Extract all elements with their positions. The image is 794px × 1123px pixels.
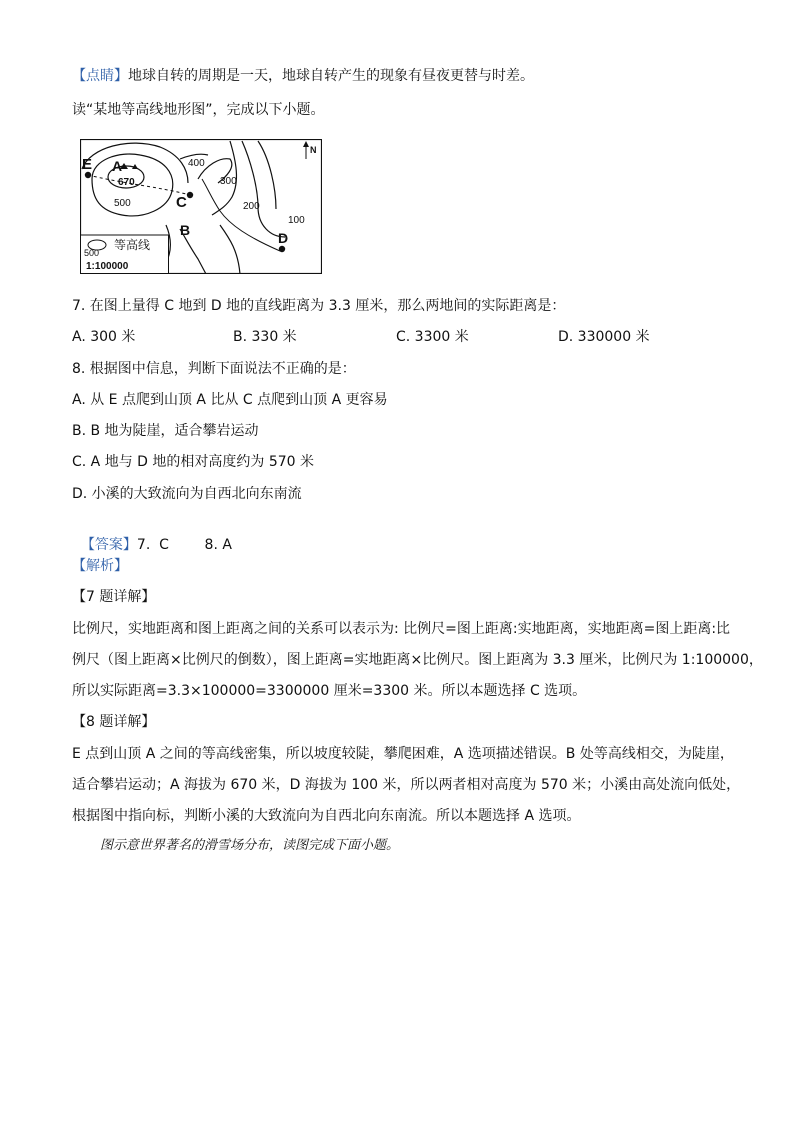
point-d (279, 246, 285, 252)
map-intro: 读“某地等高线地形图”，完成以下小题。 (72, 102, 325, 118)
answer-line (72, 515, 232, 555)
answer-tag: 【答案】 (80, 537, 137, 553)
contour-label-100: 100 (288, 215, 305, 226)
contour-map (80, 139, 322, 274)
label-d: D (278, 230, 289, 246)
label-a: A (112, 158, 123, 174)
q8-option-a: A. 从 E 点爬到山顶 A 比从 C 点爬到山顶 A 更容易 (72, 392, 388, 408)
q7-stem: 7. 在图上量得 C 地到 D 地的直线距离为 3.3 厘米，那么两地间的实际距离是： (72, 298, 566, 314)
label-670: 670 (118, 177, 135, 188)
contour-label-200: 200 (243, 201, 260, 212)
detail8-line-1: E 点到山顶 A 之间的等高线密集，所以坡度较陡，攀爬困难，A 选项描述错误。B 处等高线相交，为陡崖， (72, 746, 734, 762)
label-b: B (180, 222, 191, 238)
legend-value: 500 (84, 248, 100, 258)
next-intro: 图示意世界著名的滑雪场分布，读图完成下面小题。 (100, 838, 400, 853)
tip-line (72, 66, 534, 86)
q8-stem: 8. 根据图中信息，判断下面说法不正确的是： (72, 361, 356, 377)
contour-label-400: 400 (188, 158, 205, 169)
tip-text: 地球自转的周期是一天，地球自转产生的现象有昼夜更替与时差。 (128, 68, 534, 84)
legend (81, 235, 169, 274)
answer-text: 7. C 8. A (136, 537, 232, 553)
q7-option-c: C. 3300 米 (396, 329, 469, 345)
q7-option-b: B. 330 米 (233, 329, 297, 345)
q8-option-d: D. 小溪的大致流向为自西北向东南流 (72, 486, 302, 502)
detail7-line-1: 比例尺，实地距离和图上距离之间的关系可以表示为: 比例尺=图上距离:实地距离，实地距离=图上距离:比 (72, 621, 731, 637)
detail8-line-3: 根据图中指向标，判断小溪的大致流向为自西北向东南流。所以本题选择 A 选项。 (72, 808, 581, 824)
q7-option-a: A. 300 米 (72, 329, 136, 345)
detail7-line-2: 例尺（图上距离×比例尺的倒数），图上距离=实地距离×比例尺。图上距离为 3.3 厘米，比例尺为 1:100000， (72, 652, 763, 668)
north-label: N (310, 145, 317, 155)
detail8-tag: 【8 题详解】 (72, 714, 156, 730)
label-e: E (82, 156, 93, 173)
analysis-tag: 【解析】 (72, 558, 128, 574)
legend-label: 等高线 (114, 238, 151, 252)
tip-tag: 【点睛】 (72, 68, 128, 84)
contour-label-300: 300 (220, 176, 237, 187)
scale-label: 1:100000 (86, 261, 129, 272)
q8-option-b: B. B 地为陡崖，适合攀岩运动 (72, 423, 259, 439)
point-c (187, 192, 193, 198)
contour-label-500: 500 (114, 198, 131, 209)
detail7-line-3: 所以实际距离=3.3×100000=3300000 厘米=3300 米。所以本题选择 C 选项。 (72, 683, 587, 699)
detail8-line-2: 适合攀岩运动；A 海拔为 670 米，D 海拔为 100 米，所以两者相对高度为 570 米；小溪由高处流向低处， (72, 777, 741, 793)
label-c: C (176, 194, 187, 211)
q8-option-c: C. A 地与 D 地的相对高度约为 570 米 (72, 454, 315, 470)
detail7-tag: 【7 题详解】 (72, 589, 156, 605)
q7-option-d: D. 330000 米 (558, 329, 650, 345)
